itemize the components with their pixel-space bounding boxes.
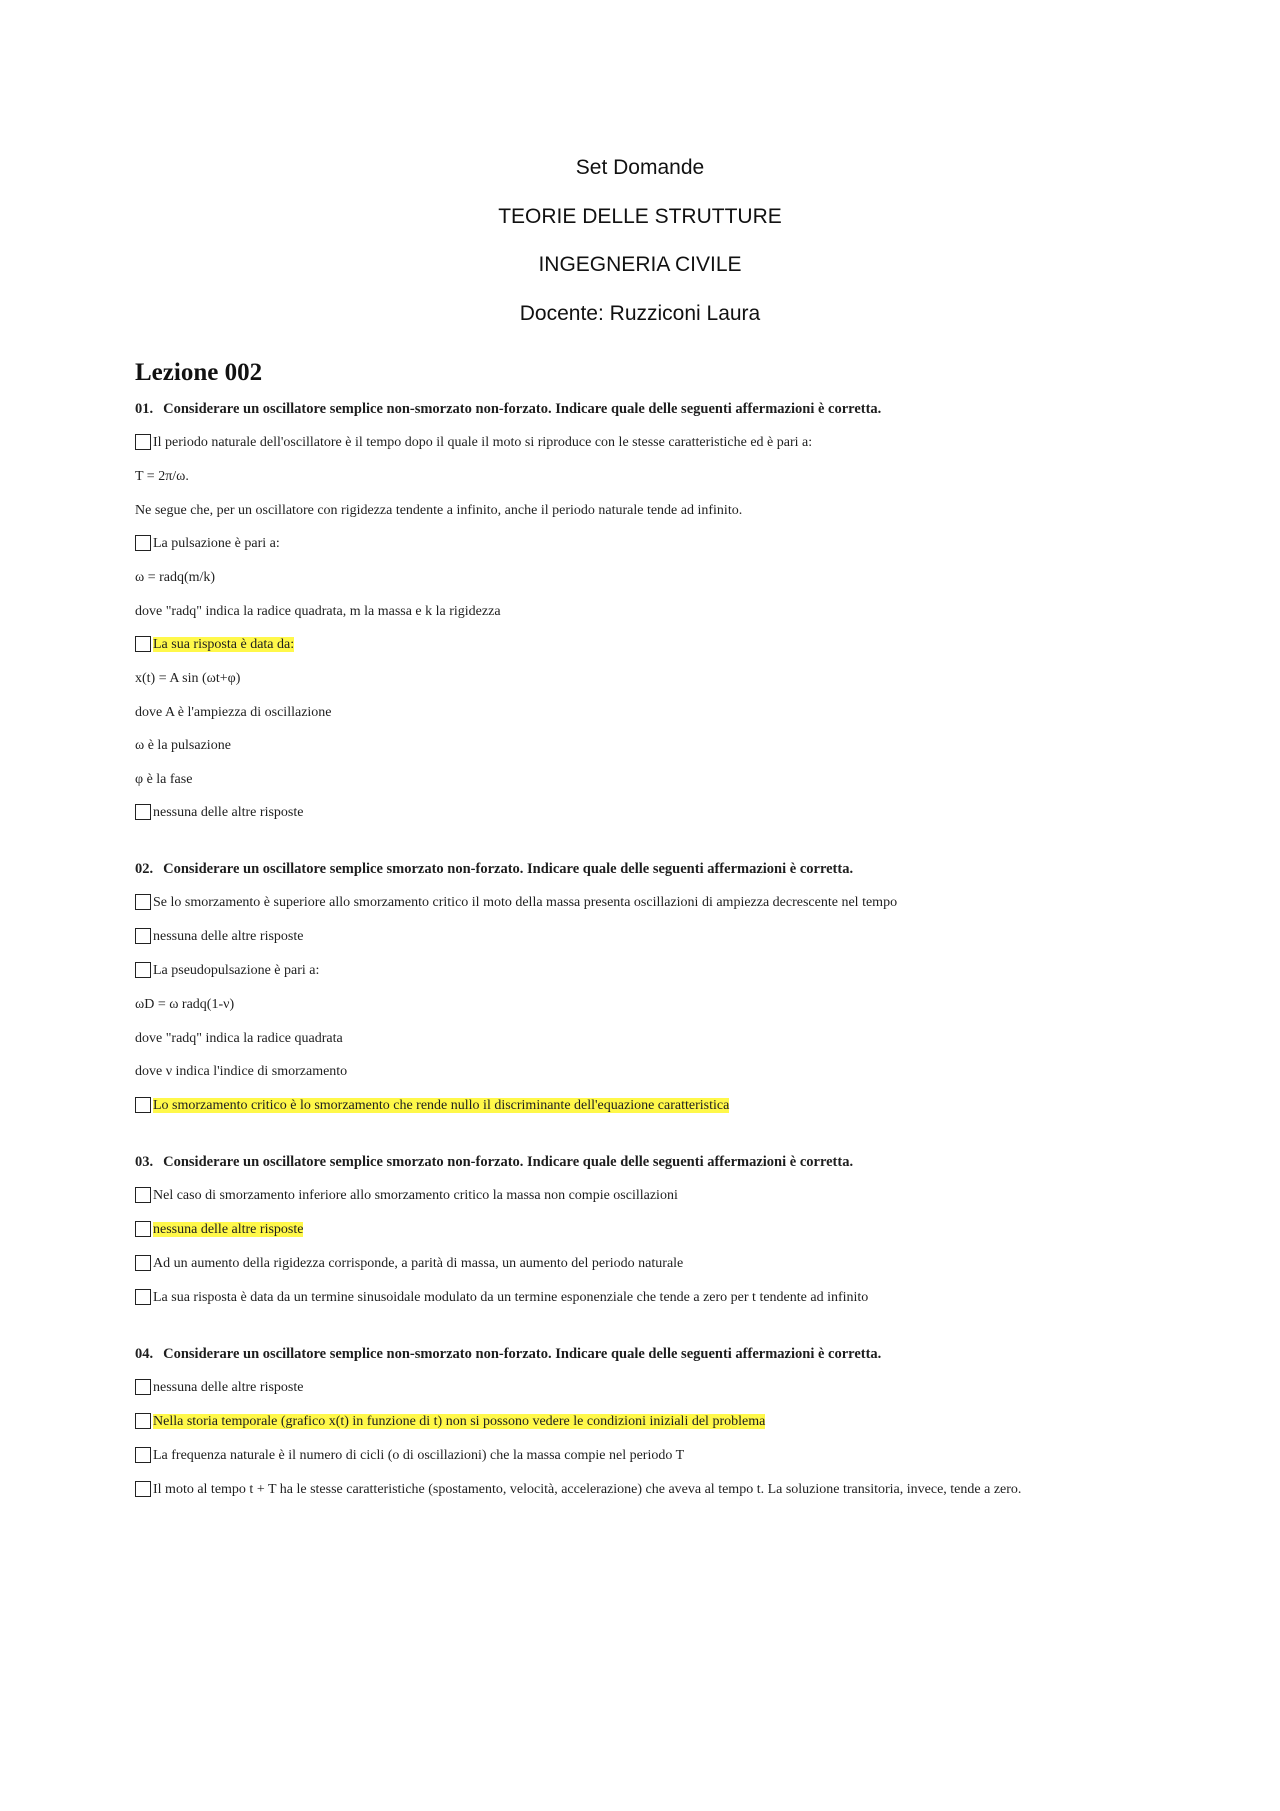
option-detail: dove "radq" indica la radice quadrata	[135, 1030, 343, 1046]
answer-checkbox[interactable]	[135, 1413, 151, 1429]
option-text: Ad un aumento della rigidezza corrisponde, a parità di massa, un aumento del periodo naturale	[153, 1255, 684, 1271]
option-detail: dove ν indica l'indice di smorzamento	[135, 1064, 348, 1079]
question-03	[135, 1145, 1155, 1315]
answer-option	[135, 954, 1155, 1089]
answer-checkbox[interactable]	[135, 1097, 151, 1113]
option-text: La pseudopulsazione è pari a:	[153, 963, 320, 978]
answer-option	[135, 920, 1155, 954]
answer-checkbox[interactable]	[135, 535, 151, 551]
answer-option	[135, 527, 1155, 628]
answer-checkbox[interactable]	[135, 1289, 151, 1305]
answer-checkbox[interactable]	[135, 1221, 151, 1237]
option-detail: x(t) = A sin (ωt+φ)	[135, 671, 241, 686]
option-detail: ω = radq(m/k)	[135, 570, 216, 585]
answer-checkbox[interactable]	[135, 636, 151, 652]
option-text: nessuna delle altre risposte	[153, 929, 304, 944]
answer-checkbox[interactable]	[135, 962, 151, 978]
question-number: 01.	[135, 401, 154, 417]
option-text-highlighted: Nella storia temporale (grafico x(t) in funzione di t) non si possono vedere le condizioni iniziali del problema	[153, 1413, 766, 1429]
option-detail: T = 2π/ω.	[135, 469, 189, 484]
answer-option-correct	[135, 628, 1155, 796]
course-title: TEORIE DELLE STRUTTURE	[498, 204, 782, 228]
question-01	[135, 392, 1155, 830]
answer-option	[135, 1281, 1155, 1315]
option-text: Nel caso di smorzamento inferiore allo smorzamento critico la massa non compie oscillazioni	[153, 1187, 678, 1203]
option-text: La sua risposta è data da un termine sinusoidale modulato da un termine esponenziale che tende a zero per t tendente ad infinito	[153, 1289, 869, 1305]
answer-option	[135, 1247, 1155, 1281]
answer-checkbox[interactable]	[135, 928, 151, 944]
teacher-name: Docente: Ruzziconi Laura	[519, 301, 761, 325]
answer-checkbox[interactable]	[135, 434, 151, 450]
set-title: Set Domande	[575, 156, 705, 179]
answer-checkbox[interactable]	[135, 1255, 151, 1271]
answer-option	[135, 426, 1155, 527]
answer-option	[135, 1439, 1155, 1473]
option-detail: dove A è l'ampiezza di oscillazione	[135, 704, 332, 720]
question-number: 04.	[135, 1345, 154, 1362]
option-text-highlighted: La sua risposta è data da:	[153, 637, 295, 652]
lesson-title: Lezione 002	[135, 359, 263, 386]
option-text: La frequenza naturale è il numero di cicli (o di oscillazioni) che la massa compie nel periodo T	[153, 1447, 685, 1463]
option-detail: ω è la pulsazione	[135, 738, 231, 753]
question-text: Considerare un oscillatore semplice smorzato non-forzato. Indicare quale delle seguenti affermazioni è corretta.	[163, 861, 854, 877]
question-text: Considerare un oscillatore semplice non-smorzato non-forzato. Indicare quale delle seguenti affermazioni è corretta.	[163, 401, 882, 417]
option-text: Se lo smorzamento è superiore allo smorzamento critico il moto della massa presenta oscillazioni di ampiezza decrescente nel tempo	[153, 895, 898, 910]
answer-option	[135, 1179, 1155, 1213]
question-text: Considerare un oscillatore semplice non-smorzato non-forzato. Indicare quale delle seguenti affermazioni è corretta.	[163, 1345, 882, 1362]
question-header	[135, 1337, 1155, 1371]
question-header	[135, 1145, 1155, 1179]
question-number: 03.	[135, 1153, 154, 1170]
option-text-highlighted: Lo smorzamento critico è lo smorzamento che rende nullo il discriminante dell'equazione caratteristica	[153, 1097, 730, 1113]
answer-option	[135, 796, 1155, 830]
answer-checkbox[interactable]	[135, 1481, 151, 1497]
option-text: Il moto al tempo t + T ha le stesse caratteristiche (spostamento, velocità, accelerazione) che aveva al tempo t. La soluzione transitoria, invece, tende a zero.	[153, 1481, 1022, 1497]
answer-option	[135, 1371, 1155, 1405]
option-detail: ωD = ω radq(1-ν)	[135, 997, 235, 1012]
question-header	[135, 392, 1155, 426]
answer-checkbox[interactable]	[135, 894, 151, 910]
option-text: nessuna delle altre risposte	[153, 1379, 304, 1395]
document-header	[0, 152, 1280, 346]
question-02	[135, 852, 1155, 1123]
option-detail: Ne segue che, per un oscillatore con rigidezza tendente a infinito, anche il periodo naturale tende ad infinito.	[135, 502, 743, 518]
option-detail: dove "radq" indica la radice quadrata, m la massa e k la rigidezza	[135, 603, 501, 619]
degree-title: INGEGNERIA CIVILE	[538, 253, 742, 276]
question-number: 02.	[135, 861, 154, 877]
answer-checkbox[interactable]	[135, 1447, 151, 1463]
option-text: Il periodo naturale dell'oscillatore è il tempo dopo il quale il moto si riproduce con le stesse caratteristiche ed è pari a:	[153, 435, 813, 450]
question-header	[135, 852, 1155, 886]
answer-checkbox[interactable]	[135, 1379, 151, 1395]
option-text-highlighted: nessuna delle altre risposte	[153, 1221, 304, 1237]
answer-option	[135, 886, 1155, 920]
answer-option-correct	[135, 1089, 1155, 1123]
answer-checkbox[interactable]	[135, 1187, 151, 1203]
option-text: nessuna delle altre risposte	[153, 805, 304, 820]
answer-checkbox[interactable]	[135, 804, 151, 820]
answer-option-correct	[135, 1213, 1155, 1247]
option-detail: φ è la fase	[135, 771, 193, 787]
answer-option-correct	[135, 1405, 1155, 1439]
lesson-content	[135, 354, 1155, 1529]
answer-option	[135, 1473, 1155, 1507]
question-04	[135, 1337, 1155, 1507]
question-text: Considerare un oscillatore semplice smorzato non-forzato. Indicare quale delle seguenti affermazioni è corretta.	[163, 1153, 854, 1170]
option-text: La pulsazione è pari a:	[153, 536, 280, 551]
